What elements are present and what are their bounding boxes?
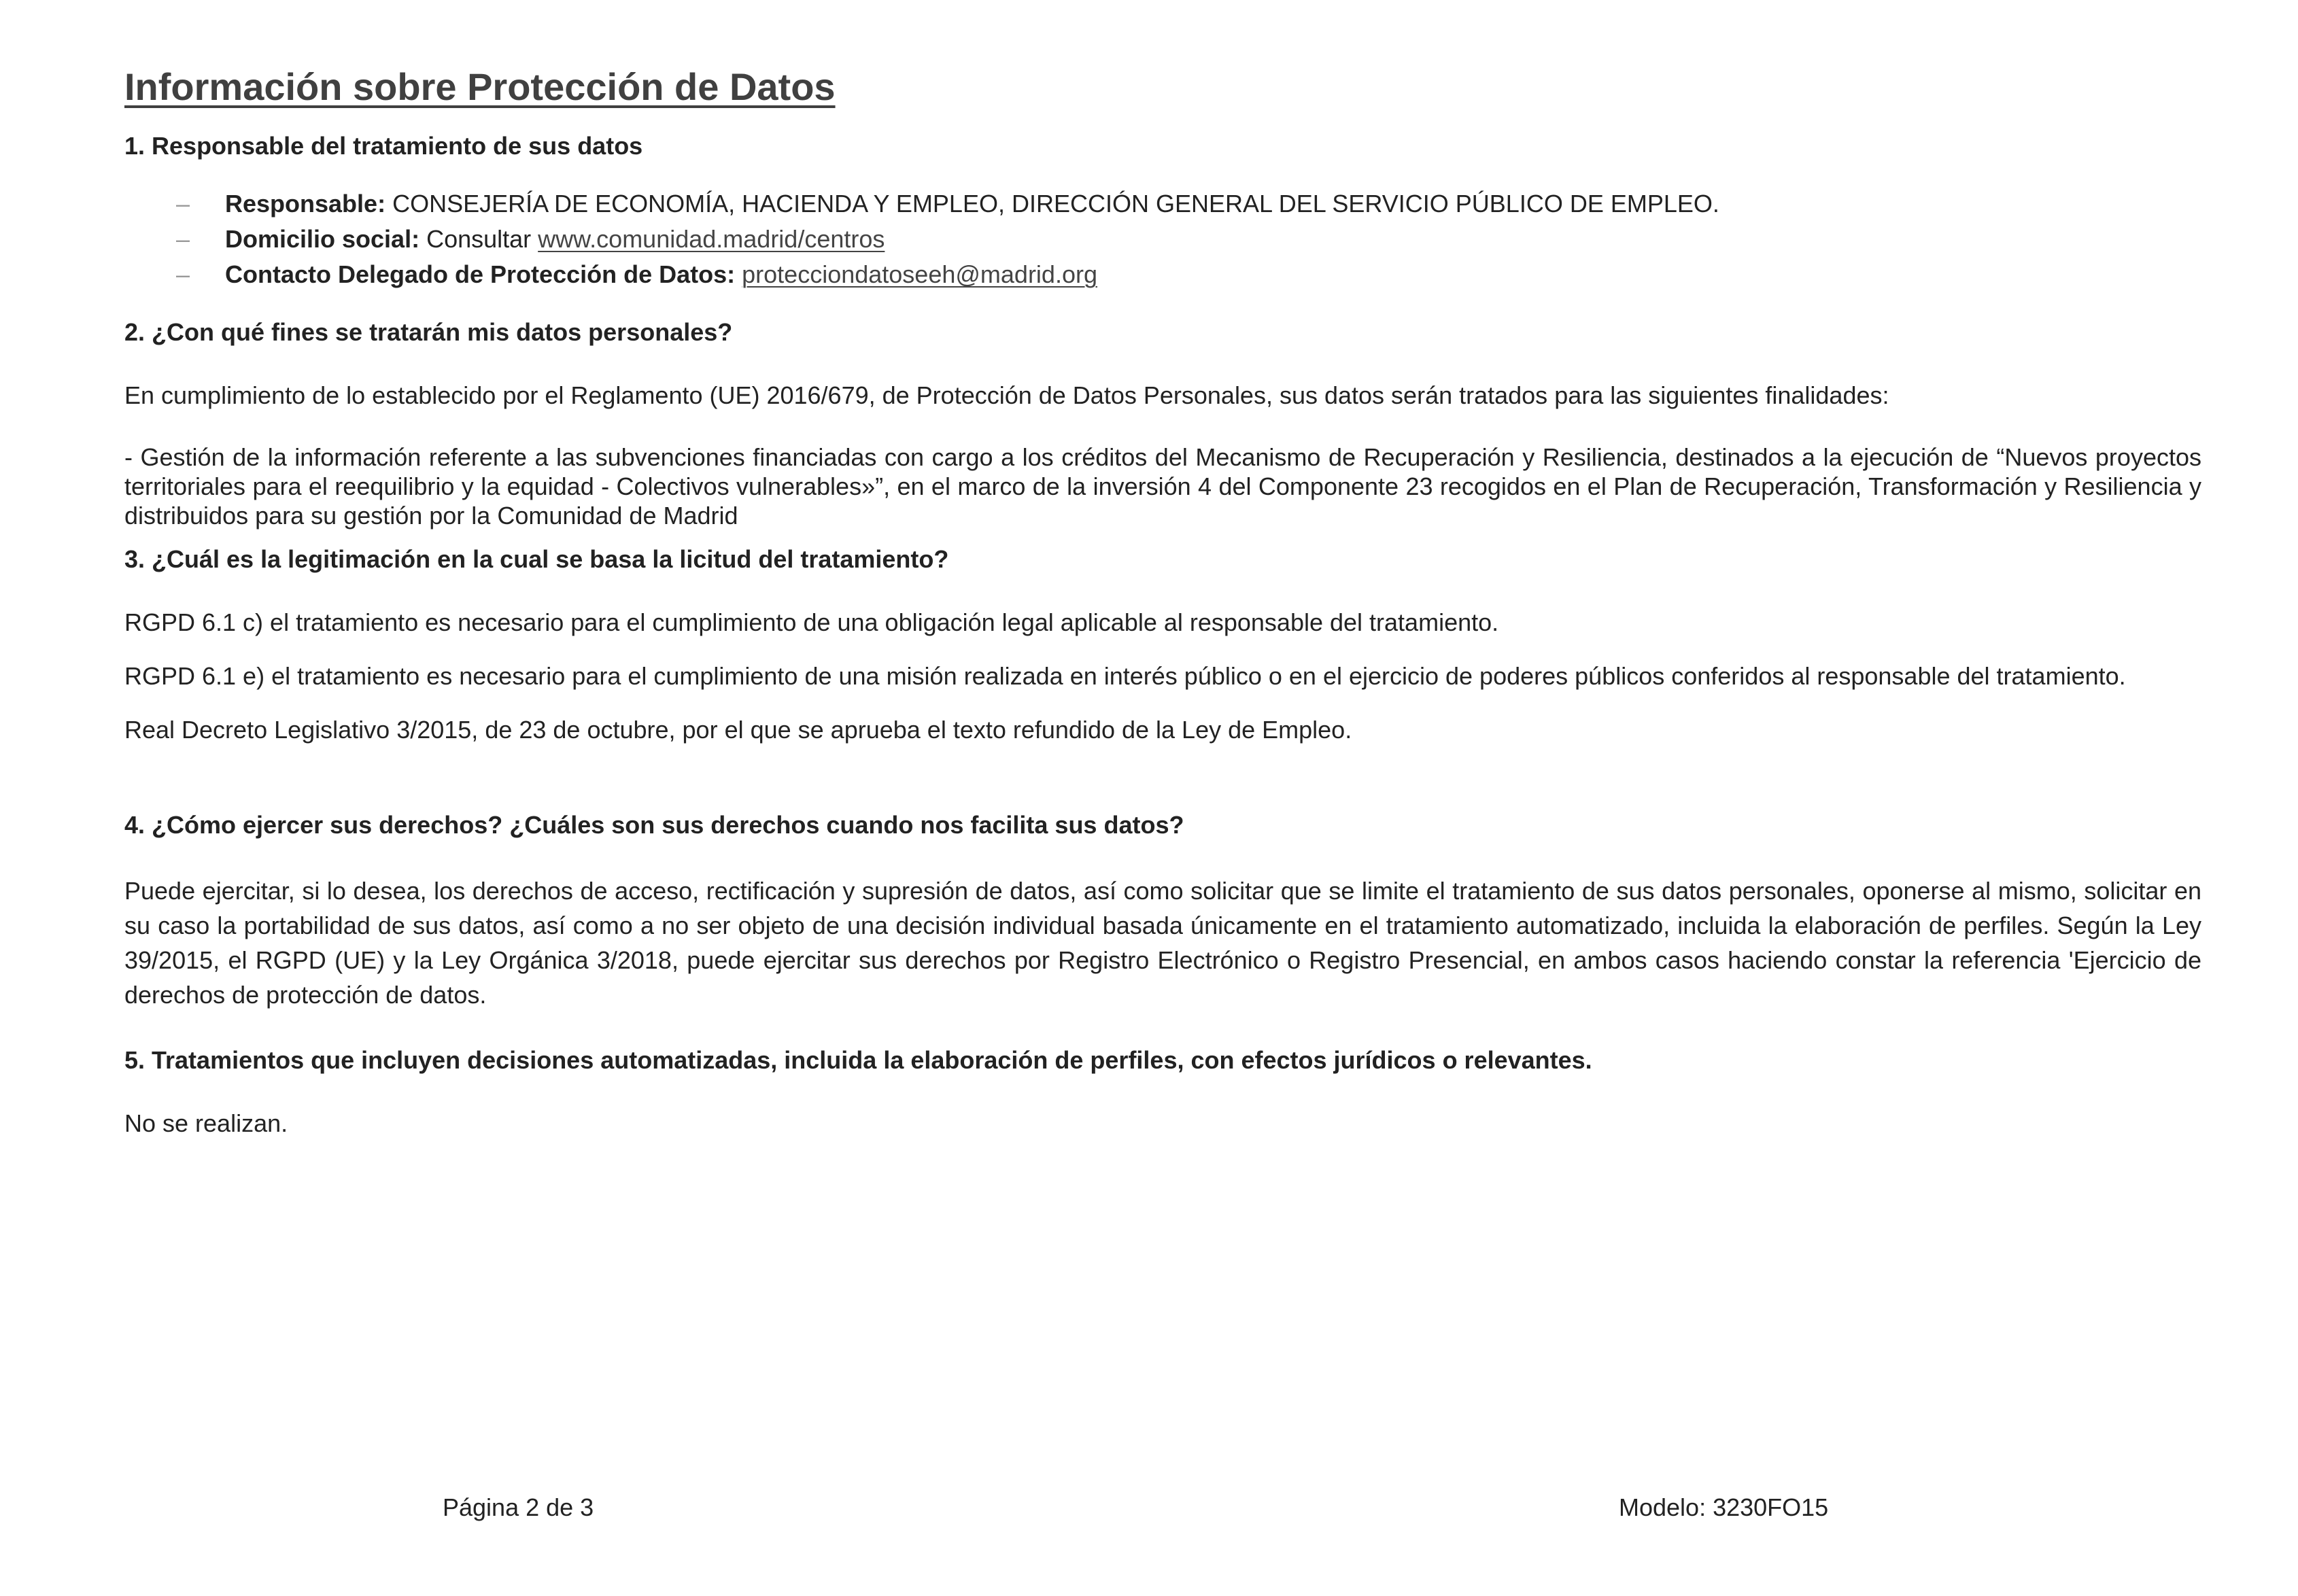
- section-5-body: No se realizan.: [124, 1109, 288, 1137]
- contacto-dpd-space: [735, 260, 742, 288]
- list-item-domicilio: [124, 222, 2201, 257]
- controller-list: [124, 186, 2201, 292]
- dash-bullet: –: [176, 260, 190, 288]
- section-3-paragraph-1: RGPD 6.1 c) el tratamiento es necesario para el cumplimiento de una obligación legal aplicable al responsable del tratamiento.: [124, 608, 1499, 636]
- domicilio-text: Consultar: [419, 225, 538, 253]
- list-item-responsable: [124, 186, 2201, 222]
- section-2-purpose: - Gestión de la información referente a las subvenciones financiadas con cargo a los créditos del Mecanismo de Recuperación y Resiliencia, destinados a la ejecución de “Nuevos proyectos territoriales para el reequilibrio y la equidad - Colectivos vulnerables»”, en el marco de la inversión 4 del Componente 23 recogidos en el Plan de Recuperación, Transformación y Resiliencia y distribuidos para su gestión por la Comunidad de Madrid: [124, 443, 2201, 530]
- section-1-heading: 1. Responsable del tratamiento de sus datos: [124, 132, 643, 160]
- section-2-intro: En cumplimiento de lo establecido por el Reglamento (UE) 2016/679, de Protección de Datos Personales, sus datos serán tratados para las siguientes finalidades:: [124, 381, 1889, 409]
- section-3-paragraph-2: RGPD 6.1 e) el tratamiento es necesario para el cumplimiento de una misión realizada en interés público o en el ejercicio de poderes públicos conferidos al responsable del tratamiento.: [124, 662, 2126, 690]
- contacto-dpd-label: Contacto Delegado de Protección de Datos:: [225, 260, 736, 288]
- document-content: [124, 63, 2201, 1138]
- responsable-value: CONSEJERÍA DE ECONOMÍA, HACIENDA Y EMPLEO, DIRECCIÓN GENERAL DEL SERVICIO PÚBLICO DE EMPLEO.: [385, 190, 1719, 218]
- model-code: Modelo: 3230FO15: [1619, 1493, 1829, 1521]
- dash-bullet: –: [176, 225, 190, 253]
- responsable-label: Responsable:: [225, 190, 386, 218]
- centros-link[interactable]: www.comunidad.madrid/centros: [538, 225, 885, 253]
- section-3-heading: 3. ¿Cuál es la legitimación en la cual se basa la licitud del tratamiento?: [124, 545, 949, 573]
- section-3-paragraph-3: Real Decreto Legislativo 3/2015, de 23 de octubre, por el que se aprueba el texto refundido de la Ley de Empleo.: [124, 716, 1352, 744]
- section-4-heading: 4. ¿Cómo ejercer sus derechos? ¿Cuáles son sus derechos cuando nos facilita sus datos?: [124, 811, 1184, 839]
- list-item-contacto-dpd: [124, 257, 2201, 292]
- section-5-heading: 5. Tratamientos que incluyen decisiones automatizadas, incluida la elaboración de perfiles, con efectos jurídicos o relevantes.: [124, 1046, 1592, 1074]
- page-number: Página 2 de 3: [443, 1493, 594, 1521]
- document-title: Información sobre Protección de Datos: [124, 65, 836, 108]
- section-4-body: Puede ejercitar, si lo desea, los derechos de acceso, rectificación y supresión de datos, así como solicitar que se limite el tratamiento de sus datos personales, oponerse al mismo, solicitar en su caso la portabilidad de sus datos, así como a no ser objeto de una decisión individual basada únicamente en el tratamiento automatizado, incluida la elaboración de perfiles. Según la Ley 39/2015, el RGPD (UE) y la Ley Orgánica 3/2018, puede ejercitar sus derechos por Registro Electrónico o Registro Presencial, en ambos casos haciendo constar la referencia 'Ejercicio de derechos de protección de datos.: [124, 877, 2201, 1009]
- domicilio-label: Domicilio social:: [225, 225, 420, 253]
- dpd-email-link[interactable]: protecciondatoseeh@madrid.org: [742, 260, 1097, 288]
- section-2-heading: 2. ¿Con qué fines se tratarán mis datos personales?: [124, 318, 733, 346]
- dash-bullet: –: [176, 190, 190, 218]
